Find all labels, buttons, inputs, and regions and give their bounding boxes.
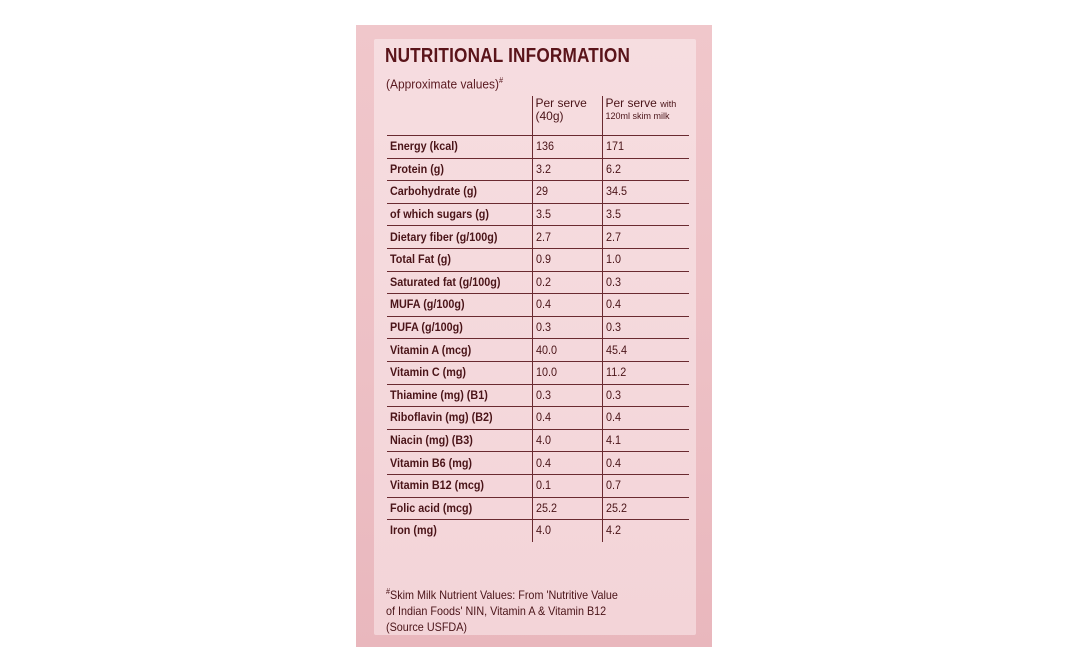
per-serve-milk-value-text: 45.4 <box>605 342 627 357</box>
table-row <box>387 181 689 204</box>
per-serve-milk-value-text: 0.4 <box>605 297 621 312</box>
per-serve-value <box>532 271 602 294</box>
per-serve-value-text: 136 <box>535 139 554 154</box>
per-serve-value <box>532 474 602 497</box>
per-serve-milk-value <box>602 452 689 475</box>
nutrient-name-text: of which sugars (g) <box>390 207 490 222</box>
per-serve-milk-value-text: 0.3 <box>605 274 621 289</box>
per-serve-value <box>532 316 602 339</box>
per-serve-value <box>532 452 602 475</box>
per-serve-value-text: 0.3 <box>535 320 551 335</box>
table-row <box>387 158 689 181</box>
per-serve-value <box>532 339 602 362</box>
nutrient-name-text: MUFA (g/100g) <box>390 297 465 312</box>
per-serve-value-text: 0.9 <box>535 252 551 267</box>
header-blank <box>387 96 532 136</box>
per-serve-milk-value-text: 4.2 <box>605 523 621 538</box>
table-row <box>387 452 689 475</box>
per-serve-milk-value-text: 0.4 <box>605 410 621 425</box>
per-serve-milk-value <box>602 203 689 226</box>
per-serve-value <box>532 429 602 452</box>
per-serve-milk-value-text: 0.3 <box>605 387 621 402</box>
nutrient-name-text: Vitamin A (mcg) <box>390 342 472 357</box>
table-row <box>387 203 689 226</box>
per-serve-milk-value-text: 6.2 <box>605 161 621 176</box>
nutrient-name <box>387 271 532 294</box>
per-serve-milk-value <box>602 497 689 520</box>
per-serve-value <box>532 407 602 430</box>
per-serve-value <box>532 248 602 271</box>
per-serve-milk-value <box>602 361 689 384</box>
nutrient-name <box>387 429 532 452</box>
per-serve-value-text: 0.4 <box>535 410 551 425</box>
table-row <box>387 429 689 452</box>
per-serve-milk-value <box>602 474 689 497</box>
nutrient-name <box>387 226 532 249</box>
table-row <box>387 407 689 430</box>
per-serve-value-text: 29 <box>535 184 548 199</box>
per-serve-milk-value-text: 0.7 <box>605 478 621 493</box>
label-title: NUTRITIONAL INFORMATION <box>385 45 631 67</box>
per-serve-milk-value-text: 0.3 <box>605 320 621 335</box>
table-row <box>387 339 689 362</box>
per-serve-milk-value <box>602 294 689 317</box>
footnote-mark: # <box>386 587 391 596</box>
nutrient-name-text: Dietary fiber (g/100g) <box>390 229 498 244</box>
per-serve-milk-value-text: 1.0 <box>605 252 621 267</box>
nutrient-name-text: Riboflavin (mg) (B2) <box>390 410 493 425</box>
table-row <box>387 248 689 271</box>
label-panel <box>356 25 712 647</box>
per-serve-value <box>532 158 602 181</box>
per-serve-value <box>532 497 602 520</box>
per-serve-value-text: 10.0 <box>535 365 557 380</box>
per-serve-value-text: 0.2 <box>535 274 551 289</box>
nutrient-name <box>387 203 532 226</box>
per-serve-milk-value <box>602 429 689 452</box>
per-serve-value-text: 0.4 <box>535 455 551 470</box>
nutrient-name-text: Saturated fat (g/100g) <box>390 274 501 289</box>
per-serve-value-text: 0.4 <box>535 297 551 312</box>
nutrient-name <box>387 497 532 520</box>
nutrient-name <box>387 361 532 384</box>
table-row <box>387 384 689 407</box>
per-serve-milk-value <box>602 158 689 181</box>
per-serve-milk-value <box>602 136 689 159</box>
table-row <box>387 520 689 542</box>
nutrient-name-text: Niacin (mg) (B3) <box>390 433 473 448</box>
nutrient-name-text: PUFA (g/100g) <box>390 320 463 335</box>
subtitle-mark: # <box>499 76 504 85</box>
per-serve-value <box>532 181 602 204</box>
per-serve-milk-value <box>602 271 689 294</box>
per-serve-milk-value <box>602 339 689 362</box>
per-serve-milk-value <box>602 407 689 430</box>
table-row <box>387 316 689 339</box>
table-row <box>387 474 689 497</box>
nutrient-name <box>387 339 532 362</box>
nutrient-name <box>387 248 532 271</box>
per-serve-value-text: 40.0 <box>535 342 557 357</box>
footnote-line-2: of Indian Foods' NIN, Vitamin A & Vitamin B12 <box>386 604 607 618</box>
header-per-serve-line1: Per serve <box>535 96 587 110</box>
per-serve-value <box>532 294 602 317</box>
per-serve-milk-value-text: 34.5 <box>605 184 627 199</box>
label-subtitle <box>386 76 503 91</box>
header-per-serve-milk <box>602 96 689 136</box>
per-serve-milk-value <box>602 226 689 249</box>
per-serve-milk-value-text: 171 <box>605 139 624 154</box>
nutrition-table <box>387 96 689 542</box>
nutrient-name <box>387 452 532 475</box>
per-serve-value-text: 0.1 <box>535 478 551 493</box>
footnote <box>386 584 686 635</box>
footnote-line-3: (Source USFDA) <box>386 620 468 634</box>
nutrient-name <box>387 407 532 430</box>
per-serve-value-text: 4.0 <box>535 433 551 448</box>
per-serve-value-text: 25.2 <box>535 500 557 515</box>
header-milk-with: with <box>660 99 677 109</box>
header-milk-line1: Per serve <box>605 96 657 110</box>
per-serve-value <box>532 136 602 159</box>
per-serve-value-text: 2.7 <box>535 229 551 244</box>
nutrient-name-text: Vitamin B6 (mg) <box>390 455 473 470</box>
table-row <box>387 271 689 294</box>
per-serve-value <box>532 203 602 226</box>
per-serve-value-text: 4.0 <box>535 523 551 538</box>
per-serve-milk-value <box>602 384 689 407</box>
nutrient-name-text: Thiamine (mg) (B1) <box>390 387 488 402</box>
per-serve-value <box>532 226 602 249</box>
per-serve-milk-value <box>602 181 689 204</box>
header-per-serve-line2: (40g) <box>535 109 564 123</box>
nutrient-name <box>387 136 532 159</box>
per-serve-milk-value-text: 4.1 <box>605 433 621 448</box>
per-serve-milk-value <box>602 520 689 542</box>
per-serve-value <box>532 384 602 407</box>
nutrient-name-text: Vitamin C (mg) <box>390 365 467 380</box>
nutrition-card <box>374 39 696 635</box>
per-serve-milk-value-text: 2.7 <box>605 229 621 244</box>
per-serve-value-text: 3.5 <box>535 207 551 222</box>
per-serve-milk-value-text: 3.5 <box>605 207 621 222</box>
nutrient-name <box>387 181 532 204</box>
table-row <box>387 361 689 384</box>
per-serve-milk-value <box>602 316 689 339</box>
nutrient-name <box>387 520 532 542</box>
table-row <box>387 226 689 249</box>
footnote-line1-text: Skim Milk Nutrient Values: From 'Nutritive Value <box>390 588 618 602</box>
header-milk-line2: 120ml skim milk <box>605 111 670 121</box>
nutrient-name <box>387 384 532 407</box>
per-serve-value-text: 0.3 <box>535 387 551 402</box>
per-serve-milk-value-text: 11.2 <box>605 365 626 380</box>
nutrient-name <box>387 294 532 317</box>
nutrient-name-text: Folic acid (mcg) <box>390 500 473 515</box>
nutrient-name <box>387 158 532 181</box>
nutrient-name <box>387 316 532 339</box>
nutrient-name-text: Carbohydrate (g) <box>390 184 478 199</box>
per-serve-value <box>532 361 602 384</box>
nutrient-name-text: Protein (g) <box>390 161 444 176</box>
nutrient-name <box>387 474 532 497</box>
footnote-line-1 <box>386 584 656 603</box>
header-row <box>387 96 689 136</box>
per-serve-value-text: 3.2 <box>535 161 551 176</box>
nutrient-name-text: Total Fat (g) <box>390 252 451 267</box>
per-serve-milk-value-text: 25.2 <box>605 500 627 515</box>
table-row <box>387 294 689 317</box>
nutrient-name-text: Vitamin B12 (mcg) <box>390 478 485 493</box>
per-serve-value <box>532 520 602 542</box>
subtitle-text: (Approximate values) <box>386 76 500 92</box>
nutrient-name-text: Energy (kcal) <box>390 139 458 154</box>
table-row <box>387 136 689 159</box>
per-serve-milk-value <box>602 248 689 271</box>
header-per-serve <box>532 96 602 136</box>
nutrient-name-text: Iron (mg) <box>390 523 437 538</box>
table-row <box>387 497 689 520</box>
per-serve-milk-value-text: 0.4 <box>605 455 621 470</box>
